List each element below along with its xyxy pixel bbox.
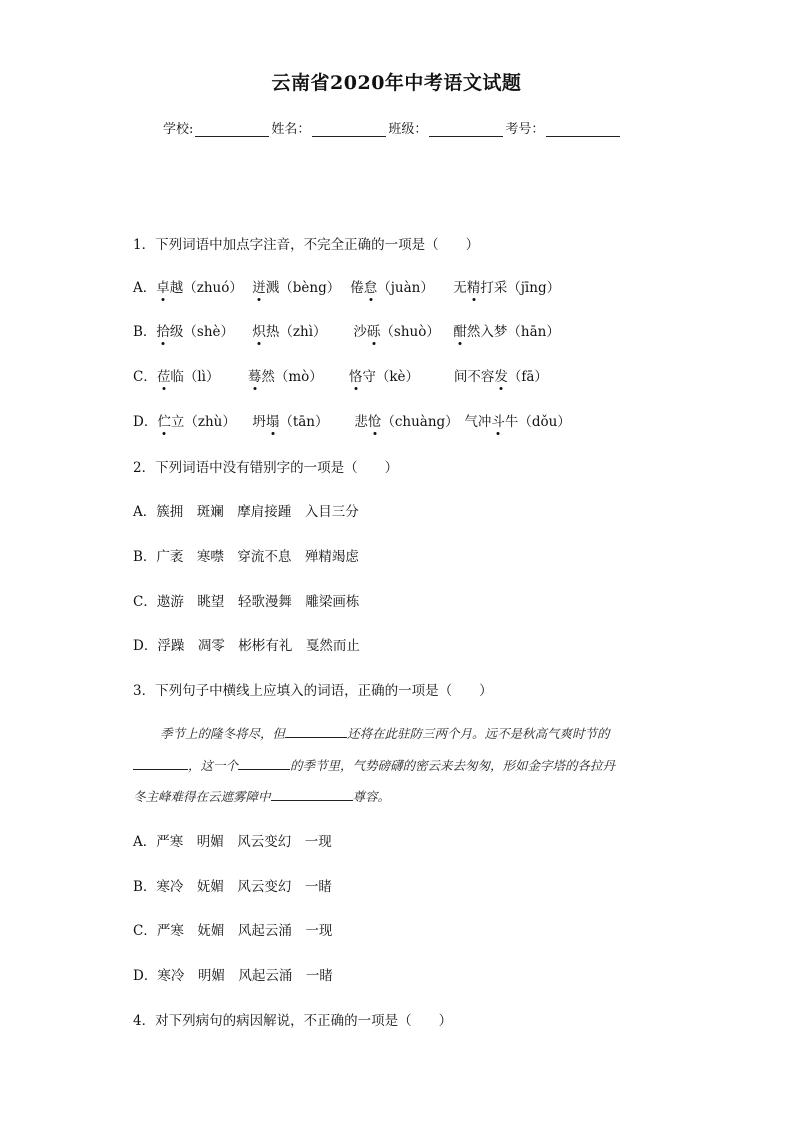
q1-b-item-4: 酣然入梦（hān） [453,324,560,340]
option-label: C． [133,369,157,385]
q3-option-b: B．寒冷 妩媚 风云变幻 一睹 [133,879,332,895]
q1-b-item-2-rest: 热（zhì） [265,324,327,340]
q1-d-item-3-rest: （chuàng） [381,414,459,430]
passage-text: 的季节里，气势磅礴的密云来去匆匆，形如金字塔的各拉丹 [290,758,616,773]
q1-a-item-1-rest: 越（zhuó） [169,280,243,296]
q3-option-c: C．严寒 妩媚 风起云涌 一现 [133,923,333,939]
number-label: 考号： [505,122,545,137]
q1-d-item-2-rest: （tān） [279,414,329,430]
q1-option-d [133,410,571,430]
q1-b-item-4-rest: 然入梦（hān） [466,324,560,340]
q1-c-item-4-rest: （fā） [507,369,548,385]
q1-a-item-2-rest: 溅（bèng） [265,280,341,296]
q1-a-item-4: 无精打采（jīng） [453,280,561,296]
q1-d-item-1-rest: 立（zhù） [170,414,236,430]
passage-text: 季节上的隆冬将尽，但 [160,726,286,741]
school-blank [195,122,269,137]
passage-text: 尊容。 [352,789,391,804]
q1-option-b [133,320,560,340]
page-title: 云南省2020年中考语文试题 [271,72,522,94]
class-blank [429,122,503,137]
q1-b-item-1: 拾级（shè） [156,324,235,340]
q1-b-item-1-rest: 级（shè） [169,324,235,340]
q1-c-item-2: 蓦然（mò） [247,369,323,385]
q1-d-item-3: 悲怆（chuàng） [354,414,459,430]
name-label: 姓名： [271,122,311,137]
q3-stem: 3．下列句子中横线上应填入的词语，正确的一项是（ ） [133,683,493,699]
passage-text: 冬主峰难得在云遮雾障中 [133,789,271,804]
passage-blank-4 [271,788,353,801]
q1-option-c [133,365,548,385]
q1-stem: 1．下列词语中加点字注音，不完全正确的一项是（ ） [133,237,480,253]
passage-blank-3 [238,757,290,770]
q2-option-c: C．遨游 眺望 轻歌漫舞 雕梁画栋 [133,594,360,610]
passage-blank-2 [133,757,188,770]
q2-stem: 2．下列词语中没有错别字的一项是（ ） [133,460,399,476]
option-label: A． [133,280,157,296]
q4-stem: 4．对下列病句的病因解说，不正确的一项是（ ） [133,1013,453,1029]
q1-option-a [133,276,560,296]
q1-a-item-3: 倦怠（juàn） [350,280,434,296]
q1-a-item-4-pre: 无 [453,280,467,296]
q1-a-item-3-rest: （juàn） [377,280,434,296]
q3-passage-line-2 [133,756,615,774]
q2-option-d: D．浮躁 凋零 彬彬有礼 戛然而止 [133,638,360,654]
passage-text: 还将在此驻防三两个月。远不是秋高气爽时节的 [347,726,610,741]
class-label: 班级： [388,122,428,137]
option-label: B． [133,324,157,340]
q1-d-item-3-pre: 悲 [354,414,368,430]
q1-a-item-3-pre: 倦 [350,280,364,296]
q1-d-item-2: 坍塌（tān） [252,414,329,430]
q1-b-item-3-rest: （shuò） [380,324,440,340]
q3-option-d: D．寒冷 明媚 风起云涌 一睹 [133,968,333,984]
q1-c-item-1-rest: 临（lì） [170,369,220,385]
student-info-row [163,118,622,137]
q3-option-a: A．严寒 明媚 风云变幻 一现 [133,834,332,850]
q1-d-item-2-pre: 坍 [252,414,266,430]
name-blank [312,122,386,137]
q2-option-a: A．簇拥 斑斓 摩肩接踵 入目三分 [133,504,359,520]
q1-c-item-4: 间不容发（fā） [453,369,548,385]
passage-text: ，这一个 [188,758,239,773]
q1-c-item-3: 恪守（kè） [348,369,420,385]
school-label: 学校: [163,122,194,137]
q1-a-item-2: 迸溅（bèng） [252,280,341,296]
q1-c-item-1: 莅临（lì） [156,369,220,385]
q1-b-item-3-pre: 沙 [353,324,367,340]
q1-b-item-2: 炽热（zhì） [252,324,327,340]
q1-c-item-3-rest: 守（kè） [362,369,420,385]
q1-d-item-4-pre: 气冲 [464,414,492,430]
q1-c-item-2-rest: 然（mò） [261,369,323,385]
q1-a-item-4-rest: 打采（jīng） [480,280,561,296]
q1-a-item-1: 卓越（zhuó） [156,280,243,296]
q1-c-item-4-pre: 间不容 [453,369,495,385]
q1-d-item-1: 伫立（zhù） [157,414,236,430]
passage-blank-1 [285,725,347,738]
number-blank [546,122,620,137]
q3-passage-line-1 [160,724,610,742]
option-label: D． [133,414,158,430]
q1-b-item-3: 沙砾（shuò） [353,324,440,340]
q3-passage-line-3 [133,787,390,805]
q2-option-b: B．广袤 寒噤 穿流不息 殚精竭虑 [133,549,359,565]
q1-d-item-4: 气冲斗牛（dǒu） [464,414,571,430]
q1-d-item-4-rest: 牛（dǒu） [504,414,571,430]
